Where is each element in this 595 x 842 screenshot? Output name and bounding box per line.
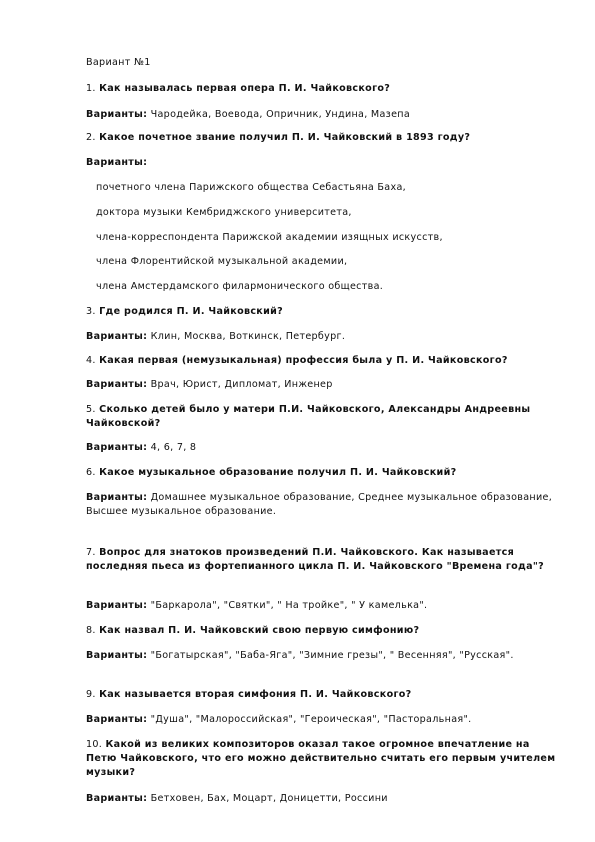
- answers-label: Варианты:: [86, 109, 148, 120]
- answers-label: Варианты:: [86, 600, 148, 611]
- question-text: Вопрос для знатоков произведений П.И. Чайковского. Как называется последняя пьеса из фортепианного цикла П. И. Чайковского "Времена года"?: [86, 547, 545, 572]
- question-text: Где родился П. И. Чайковский?: [99, 306, 284, 317]
- question-number: 5.: [86, 404, 96, 415]
- answers-text: Бетховен, Бах, Моцарт, Доницетти, Россини: [150, 793, 388, 804]
- answers-1: [86, 108, 556, 122]
- question-2: [86, 131, 556, 145]
- question-9: [86, 688, 556, 702]
- question-text: Какое музыкальное образование получил П. И. Чайковский?: [99, 467, 457, 478]
- answers-label: Варианты:: [86, 442, 148, 453]
- question-4: [86, 354, 556, 368]
- answers-9: [86, 713, 556, 727]
- answers-3: [86, 330, 556, 344]
- question-8: [86, 624, 556, 638]
- question-number: 1.: [86, 83, 96, 94]
- answers-label: Варианты:: [86, 379, 148, 390]
- answers-text: "Баркарола", "Святки", " На тройке", " У камелька".: [150, 600, 428, 611]
- answers-label: Варианты:: [86, 492, 148, 503]
- answers-8: [86, 649, 556, 663]
- question-number: 9.: [86, 689, 96, 700]
- question-number: 3.: [86, 306, 96, 317]
- question-3: [86, 305, 556, 319]
- question-text: Какой из великих композиторов оказал такое огромное впечатление на Петю Чайковского, что его можно действительно считать его первым учителем музыки?: [86, 739, 556, 778]
- answer-item: почетного члена Парижского общества Себастьяна Баха,: [96, 182, 406, 193]
- answer-item: члена Флорентийской музыкальной академии,: [96, 256, 348, 267]
- question-number: 4.: [86, 355, 96, 366]
- question-text: Какое почетное звание получил П. И. Чайковский в 1893 году?: [99, 132, 471, 143]
- answers-text: Домашнее музыкальное образование, Среднее музыкальное образование,: [150, 492, 553, 503]
- question-7: [86, 546, 556, 574]
- answers-text: 4, 6, 7, 8: [150, 442, 197, 453]
- answer-item: доктора музыки Кембриджского университета,: [96, 207, 352, 218]
- question-number: 2.: [86, 132, 96, 143]
- question-number: 7.: [86, 547, 96, 558]
- question-6: [86, 466, 556, 480]
- answers-text: Врач, Юрист, Дипломат, Инженер: [150, 379, 333, 390]
- answer-item: члена-корреспондента Парижской академии изящных искусств,: [96, 232, 443, 243]
- answers-label: Варианты:: [86, 331, 148, 342]
- question-5: [86, 403, 556, 431]
- answers-7: [86, 599, 556, 613]
- answers-text: "Душа", "Малороссийская", "Героическая", "Пасторальная".: [150, 714, 472, 725]
- answers-label: Варианты:: [86, 157, 148, 168]
- answers-2: [86, 156, 556, 170]
- answers-6: [86, 491, 556, 519]
- answers-text: Чародейка, Воевода, Опричник, Ундина, Мазепа: [150, 109, 411, 120]
- question-number: 6.: [86, 467, 96, 478]
- answers-5: [86, 441, 556, 455]
- answers-label: Варианты:: [86, 793, 148, 804]
- answer-item: члена Амстердамского филармонического общества.: [96, 281, 384, 292]
- answers-4: [86, 378, 556, 392]
- question-text: Как назвал П. И. Чайковский свою первую симфонию?: [99, 625, 420, 636]
- question-number: 10.: [86, 739, 103, 750]
- question-text: Сколько детей было у матери П.И. Чайковского, Александры Андреевны Чайковской?: [86, 404, 531, 429]
- answers-label: Варианты:: [86, 714, 148, 725]
- question-10: [86, 738, 556, 780]
- answers-label: Варианты:: [86, 650, 148, 661]
- answers-10: [86, 792, 556, 806]
- question-number: 8.: [86, 625, 96, 636]
- question-text: Как называется вторая симфония П. И. Чайковского?: [99, 689, 412, 700]
- variant-title: Вариант №1: [86, 57, 151, 68]
- answers-text: "Богатырская", "Баба-Яга", "Зимние грезы", " Весенняя", "Русская".: [150, 650, 514, 661]
- question-1: [86, 82, 556, 96]
- question-text: Какая первая (немузыкальная) профессия была у П. И. Чайковского?: [99, 355, 508, 366]
- answers-text: Клин, Москва, Воткинск, Петербург.: [150, 331, 346, 342]
- question-text: Как называлась первая опера П. И. Чайковского?: [99, 83, 391, 94]
- answers-text-line2: Высшее музыкальное образование.: [86, 506, 277, 517]
